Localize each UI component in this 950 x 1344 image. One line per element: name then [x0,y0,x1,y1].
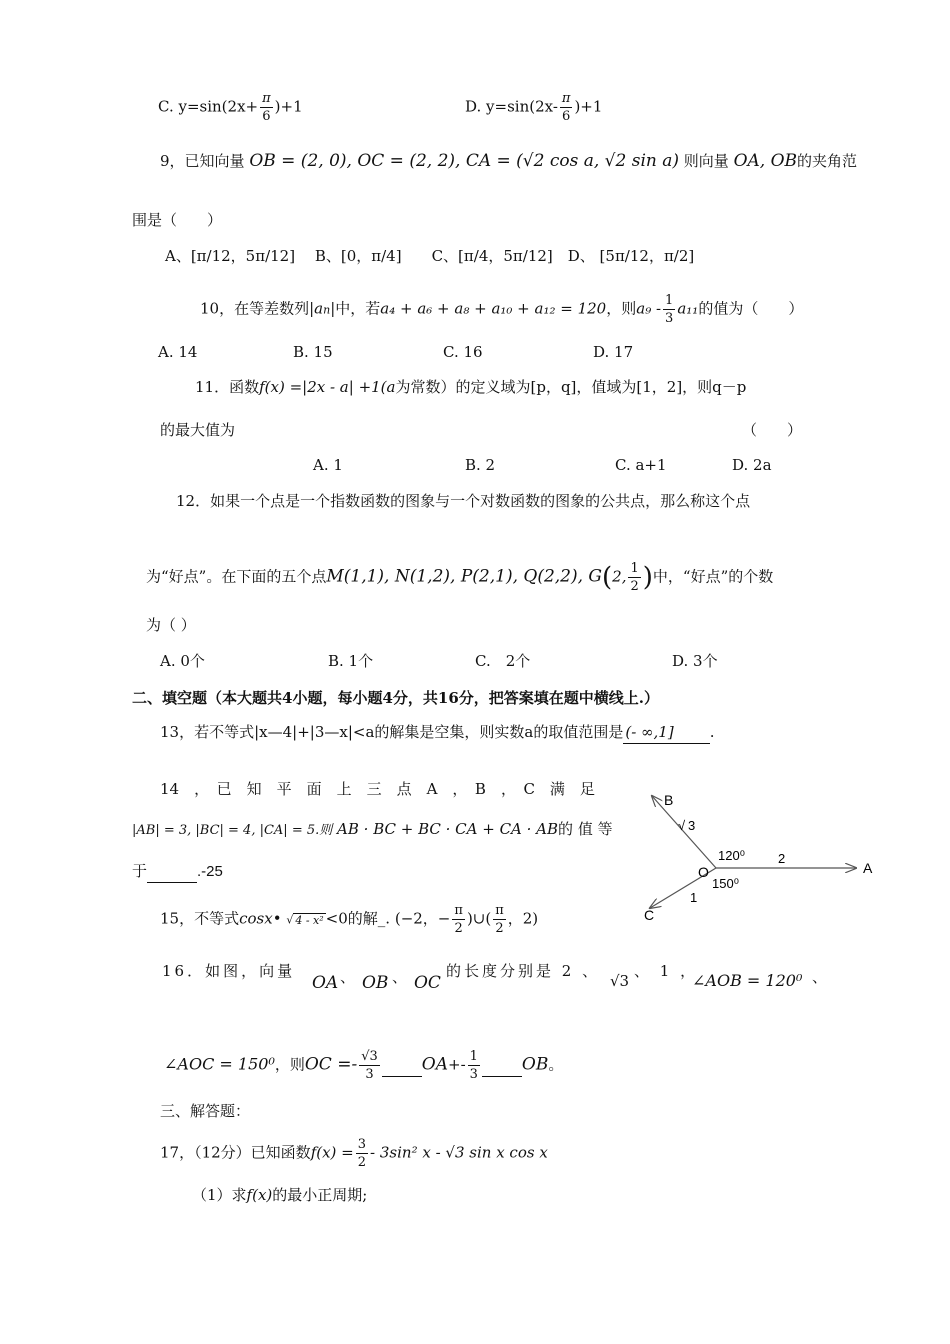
len-ob: 3 [688,818,696,833]
q17-part1-b: 的最小正周期; [272,1186,368,1204]
q10-stem-c: ，则 [606,299,637,318]
q12-option-c: C. 2个 [475,652,531,670]
q14-stem-c: 于 [132,862,148,880]
q8-option-c-frac [260,90,273,125]
q12-g-point-a: 2, [612,567,627,586]
q12-stem-d: 为（ ） [146,616,196,634]
section2-heading: 二、填空题（本大题共4小题，每小题4分，共16分，把答案填在题中横线上.） [132,689,659,707]
q8-option-c-suffix: )+1 [274,97,303,116]
label-b: B [664,792,674,808]
q10-expr-frac-den: 3 [665,311,674,326]
q8-option-c-prefix: C. y=sin(2x+ [158,97,259,116]
q12-option-a: A. 0个 [160,652,205,670]
q15-cos: cosx [239,909,273,928]
q16-frac2-num: 1 [469,1049,478,1064]
q8-option-d-frac-den: 6 [562,109,571,124]
q8-option-d [465,90,602,125]
q15-ans-frac2-num: π [495,903,504,918]
q9-vectors: OA, OB [733,151,798,171]
q11-option-b: B. 2 [465,456,496,474]
q13-stem: 13，若不等式|x—4|+|3—x|<a的解集是空集，则实数a的取值范围是 [160,723,624,741]
sqrt-sign: √ [678,818,686,833]
q11-stem-a: 11．函数 [195,378,260,396]
q16-ob: OB [521,1054,549,1075]
q10-stem-b: 中，若 [335,299,381,318]
q17-frac-den: 2 [357,1155,367,1170]
q9-stem-c: 的夹角范 [797,152,858,170]
q16-sep1: 、 [340,968,356,986]
q12-g-frac-den: 2 [630,579,639,594]
q10-option-c: C. 16 [443,343,483,361]
q8-option-d-frac-num: π [561,91,571,106]
q15-ans-frac2-den: 2 [495,921,504,936]
q10-seq-sub: n [323,303,331,317]
q8-option-d-suffix: )+1 [574,97,603,116]
q14-conditions: |AB| = 3, |BC| = 4, |CA| = 5.则 [132,823,333,838]
q15-ans-frac1-num: π [454,903,463,918]
q9-stem-d: 围是（ ） [132,211,223,229]
q16-end: 。 [548,1055,564,1074]
label-a: A [863,860,873,876]
q12-g-frac [628,560,640,595]
q10-option-d: D. 17 [593,343,634,361]
q11-func: f(x) =|2x - a| +1(a [259,378,396,396]
q14-answer: .-25 [197,863,223,880]
q8-option-c-frac-den: 6 [262,109,271,124]
q9-stem-b: 则向量 [683,152,729,170]
q16-frac1-num: √3 [361,1049,378,1064]
q10-seq: |a [309,299,324,318]
q16-sep2: 、 [392,968,408,986]
q10-stem-a: 10，在等差数列 [200,299,310,318]
q10-expr-a: a₉ - [636,299,662,318]
q12-option-d: D. 3个 [672,652,718,670]
q9-stem-a: 9，已知向量 [160,152,245,170]
q16-oc-eq: OC =- [304,1054,358,1075]
q16-stem-b: 的长度分别是 2 、 [446,962,601,980]
q11-stem-b: 为常数）的定义域为[p，q]，值域为[1，2]，则q－p [395,378,747,396]
q9-stem [160,150,857,172]
q10-stem-d: 的值为（ ） [698,299,804,318]
q16-frac1 [359,1048,380,1083]
q17-part1-f: f(x) [246,1186,273,1204]
q17-frac [356,1136,368,1171]
q16-line2 [164,1048,563,1083]
q14-stem-a: 14 ， 已 知 平 面 上 三 点 A ， B ， C 满 足 [160,780,595,798]
q17-stem-a: 17，（12分）已知函数 [160,1143,311,1162]
q12-stem-b: 为“好点”。在下面的五个点 [146,567,327,586]
q10-option-b: B. 15 [293,343,333,361]
q10-expr-b: a₁₁ [677,299,699,318]
q8-option-c-frac-num: π [262,91,271,106]
q12-stem-b-line: 为“好点”。在下面的五个点M(1,1), N(1,2), P(2,1), Q(2,2), G(2, $\frac{1}{2}$ )中，“好点”的个数 [146,561,774,594]
q15-sqrt: √ 4 - x² [286,913,324,927]
len-oa: 2 [778,851,786,866]
q15-sqrt-inner: 4 - x² [295,913,324,927]
q16-line1 [162,960,295,982]
label-o: O [698,864,709,880]
q16-sep3: 、 [812,968,828,986]
q13-line [160,721,714,744]
q14-stem-b: 的 值 等 [558,820,613,838]
q11-paren: （ ） [742,421,803,439]
q15-line [160,902,538,937]
section3-heading: 三、解答题： [160,1102,251,1120]
q15-ans-c: ，2) [507,909,539,928]
q8-option-d-prefix: D. y=sin(2x- [465,97,558,116]
q13-answer: (- ∞,1] [623,721,675,744]
angle-aoc-label: 150⁰ [712,876,739,891]
q9-formula: OB = (2, 0), OC = (2, 2), CA = (√2 cos a, √2 sin a) [249,151,680,171]
q9-options: A、[π/12，5π/12] B、[0，π/4] C、[π/4，5π/12] D、 [5π/12，π/2] [165,247,695,265]
q16-sqrt3: √3 [610,972,630,990]
q15-ans-a: (−2，− [394,909,451,928]
q16-plus: +- [448,1055,466,1074]
q15-ans-frac1 [452,902,465,937]
q17-func: f(x) = [310,1143,354,1162]
q15-ans-b: )∪( [466,909,492,928]
q12-points: M(1,1), N(1,2), P(2,1), Q(2,2), G [326,566,603,587]
q14-answer-line [132,860,223,883]
vector-figure [628,780,888,930]
q16-angle-aob: ∠AOB = 120⁰ [692,971,803,990]
q16-frac2-den: 3 [469,1067,478,1082]
len-oc: 1 [690,890,698,905]
q16-angle-aoc: ∠AOC = 150⁰ [164,1054,275,1074]
q11-stem-c: 的最大值为 [160,421,236,439]
q16-stem-c: 、 1 ， [634,962,699,980]
q8-option-c [158,90,303,125]
q10-option-a: A. 14 [158,343,198,361]
q16-stem-d: ，则 [274,1055,305,1074]
q10-stem: 10，在等差数列|an|中，若a₄ + a₆ + a₈ + a₁₀ + a₁₂ = 120，则a₉ - $\frac{1}{3}$ a₁₁的值为（ ） [200,293,804,326]
q15-stem-a: 15，不等式 [160,909,240,928]
q12-stem-a: 12．如果一个点是一个指数函数的图象与一个对数函数的图象的公共点，那么称这个点 [176,492,751,510]
q14-expr: AB · BC + BC · CA + CA · AB [337,820,559,838]
q17-part1 [192,1184,367,1206]
q12-option-b: B. 1个 [328,652,374,670]
q11-option-d: D. 2a [732,456,772,474]
label-c: C [644,907,655,923]
q8-option-d-frac [560,90,573,125]
angle-aob-label: 120⁰ [718,848,745,863]
q15-ans-frac1-den: 2 [454,921,463,936]
q10-expr-frac [663,292,675,327]
q11-option-c: C. a+1 [615,456,667,474]
q12-stem-c: 中，“好点”的个数 [652,567,774,586]
q16-oa: OA [421,1054,448,1075]
q12-g-frac-num: 1 [630,561,639,576]
q17-frac-num: 3 [357,1137,367,1152]
q13-end: . [709,723,715,741]
q17-part1-a: （1）求 [192,1186,247,1204]
q17-rest: - 3sin² x - √3 sin x cos x [370,1143,548,1162]
q14-conditions-line [132,818,613,842]
q15-stem-b: <0的解_. [325,909,391,928]
q16-vector-oc: OC [414,973,441,993]
q16-stem-a: 16．如图，向量 [162,962,296,980]
q11-option-a: A. 1 [313,456,343,474]
q10-sum: a₄ + a₆ + a₈ + a₁₀ + a₁₂ = 120 [380,299,607,318]
q16-vector-ob: OB [362,973,389,993]
q10-expr-frac-num: 1 [665,293,674,308]
q11-stem [195,376,746,398]
q16-vector-oa: OA [312,973,339,993]
q15-dot: • [272,909,282,928]
q15-ans-frac2 [493,902,506,937]
q16-frac1-den: 3 [365,1067,374,1082]
q17-line [160,1136,548,1171]
q16-frac2 [468,1048,480,1083]
